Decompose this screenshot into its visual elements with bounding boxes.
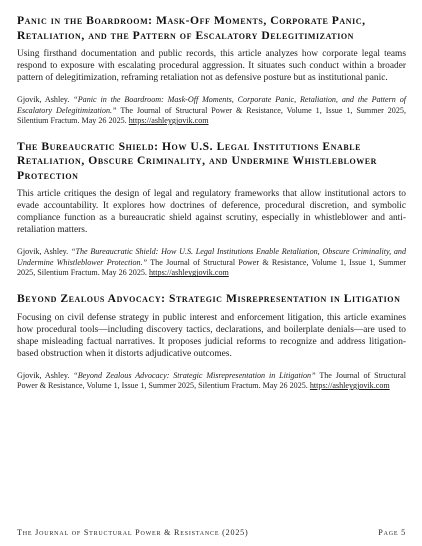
article-title: Beyond Zealous Advocacy: Strategic Misrepresentation in Litigation	[17, 292, 401, 306]
page-footer	[17, 528, 406, 537]
document-page	[17, 14, 406, 405]
article-abstract: Focusing on civil defense strategy in public interest and enforcement litigation, this article examines how procedural tools—including discovery tactics, declarations, and boilerplate denials—are used to shape misleading factual narratives. It proposes judicial reforms to recognize and address litigation-based obstruction when it distorts adjudicative outcomes.	[17, 312, 406, 359]
citation-author: Gjovik, Ashley.	[17, 247, 69, 257]
article-2	[17, 140, 406, 279]
citation-author: Gjovik, Ashley.	[17, 95, 70, 104]
article-citation	[17, 95, 406, 127]
citation-details: The Journal of Structural Power & Resistance, Volume 1, Issue 1, Summer 2025, Silentium Fractum. May 26 2025.	[17, 370, 406, 391]
citation-link[interactable]: https://ashleygjovik.com	[128, 116, 209, 126]
article-title: Panic in the Boardroom: Mask-Off Moments, Corporate Panic, Retaliation, and the Pattern of Escalatory Delegitimization	[17, 14, 366, 42]
citation-details: The Journal of Structural Power & Resistance, Volume 1, Issue 1, Summer 2025, Silentium Fractum. May 26 2025.	[17, 105, 406, 126]
article-abstract: This article critiques the design of legal and regulatory frameworks that allow institutional actors to evade accountability. It explores how doctrines of deference, procedural discretion, and symbolic compliance function as a bureaucratic shield against scrutiny, especially in whistleblower and anti-retaliation matters.	[17, 189, 406, 236]
citation-title: “The Bureaucratic Shield: How U.S. Legal Institutions Enable Retaliation, Obscure Criminality, and Undermine Whistleblower Protection.”	[17, 247, 407, 267]
footer-page-number: Page 5	[378, 528, 406, 537]
citation-link[interactable]: https://ashleygjovik.com	[148, 268, 229, 278]
article-abstract: Using firsthand documentation and public records, this article analyzes how corporate legal teams respond to exposure with escalating procedural aggression. It situates such conduct within a broader pattern of delegitimization, reframing retaliation not as defensive posture but as institutional panic.	[17, 49, 406, 83]
article-3	[17, 292, 406, 392]
citation-details: The Journal of Structural Power & Resistance, Volume 1, Issue 1, Summer 2025, Silentium Fractum. May 26 2025.	[17, 257, 406, 278]
article-citation	[17, 371, 406, 392]
article-title: The Bureaucratic Shield: How U.S. Legal Institutions Enable Retaliation, Obscure Criminality, and Undermine Whistleblower Protection	[17, 139, 377, 182]
citation-link[interactable]: https://ashleygjovik.com	[309, 381, 390, 391]
article-citation	[17, 247, 406, 279]
article-1	[17, 14, 406, 127]
citation-author: Gjovik, Ashley.	[17, 370, 70, 380]
citation-title: “Panic in the Boardroom: Mask-Off Moments, Corporate Panic, Retaliation, and the Pattern of Escalatory Delegitimization.”	[17, 95, 406, 115]
citation-title: “Beyond Zealous Advocacy: Strategic Misrepresentation in Litigation”	[73, 370, 316, 380]
footer-journal-name: The Journal of Structural Power & Resistance (2025)	[17, 528, 249, 537]
